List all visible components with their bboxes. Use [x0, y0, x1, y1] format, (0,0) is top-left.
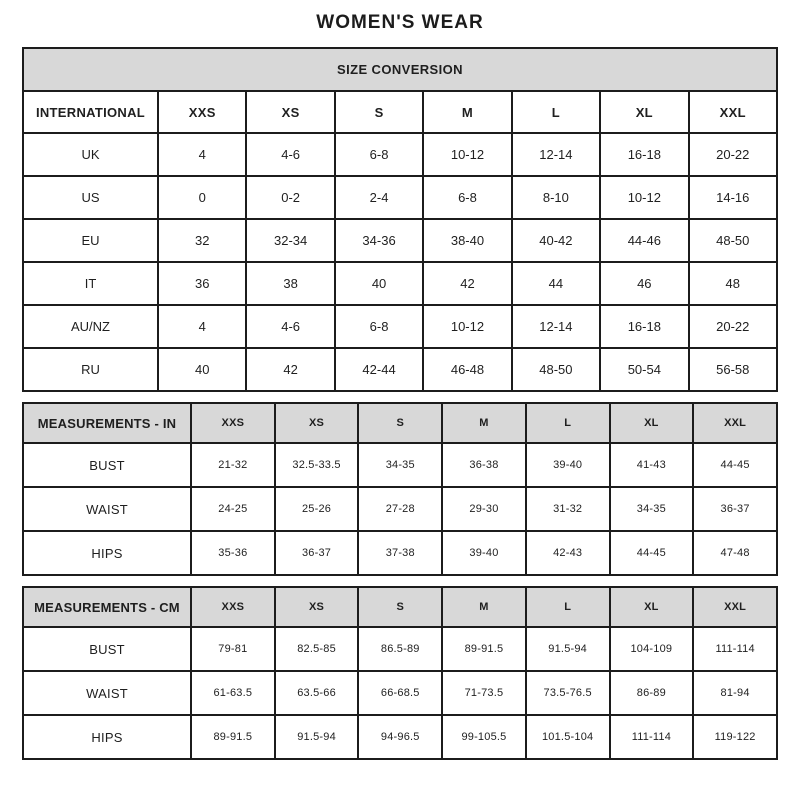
measurements-in-table — [22, 402, 778, 576]
table-cell: 89-91.5 — [191, 715, 275, 759]
column-header: XXS — [158, 91, 246, 133]
table-cell: 20-22 — [689, 305, 777, 348]
table-cell: 34-35 — [358, 443, 442, 487]
column-header: XXL — [693, 587, 777, 627]
table-cell: 27-28 — [358, 487, 442, 531]
table-cell: 50-54 — [600, 348, 688, 391]
column-header-row — [23, 91, 777, 133]
row-label: IT — [23, 262, 158, 305]
table-cell: 79-81 — [191, 627, 275, 671]
row-label: BUST — [23, 627, 191, 671]
table-cell: 32-34 — [246, 219, 334, 262]
table-row — [23, 305, 777, 348]
table-row — [23, 219, 777, 262]
table-cell: 36-37 — [693, 487, 777, 531]
table-cell: 111-114 — [610, 715, 694, 759]
table-cell: 4 — [158, 305, 246, 348]
table-cell: 82.5-85 — [275, 627, 359, 671]
column-header: INTERNATIONAL — [23, 91, 158, 133]
table-row — [23, 133, 777, 176]
table-cell: 44 — [512, 262, 600, 305]
table-cell: 21-32 — [191, 443, 275, 487]
table-cell: 38-40 — [423, 219, 511, 262]
table-row — [23, 176, 777, 219]
table-cell: 42-43 — [526, 531, 610, 575]
table-cell: 6-8 — [335, 133, 423, 176]
table-cell: 41-43 — [610, 443, 694, 487]
column-header: M — [442, 587, 526, 627]
column-header: XS — [275, 587, 359, 627]
table-cell: 10-12 — [600, 176, 688, 219]
table-cell: 119-122 — [693, 715, 777, 759]
row-label: WAIST — [23, 487, 191, 531]
table-cell: 86-89 — [610, 671, 694, 715]
column-header: XXS — [191, 587, 275, 627]
row-label: RU — [23, 348, 158, 391]
table-cell: 40-42 — [512, 219, 600, 262]
table-cell: 16-18 — [600, 133, 688, 176]
table-cell: 12-14 — [512, 305, 600, 348]
table-cell: 36-38 — [442, 443, 526, 487]
table-cell: 4 — [158, 133, 246, 176]
table-row — [23, 348, 777, 391]
table-cell: 4-6 — [246, 305, 334, 348]
table-cell: 86.5-89 — [358, 627, 442, 671]
table-cell: 73.5-76.5 — [526, 671, 610, 715]
table-cell: 14-16 — [689, 176, 777, 219]
table-row — [23, 715, 777, 759]
column-header: L — [526, 587, 610, 627]
table-cell: 4-6 — [246, 133, 334, 176]
table-cell: 89-91.5 — [442, 627, 526, 671]
table-cell: 44-46 — [600, 219, 688, 262]
table-cell: 48-50 — [512, 348, 600, 391]
table-row — [23, 443, 777, 487]
measurements-cm-table — [22, 586, 778, 760]
row-label: EU — [23, 219, 158, 262]
table-cell: 32 — [158, 219, 246, 262]
table-cell: 8-10 — [512, 176, 600, 219]
table-cell: 20-22 — [689, 133, 777, 176]
table-cell: 91.5-94 — [526, 627, 610, 671]
table-cell: 34-36 — [335, 219, 423, 262]
column-header: XL — [610, 403, 694, 443]
table-cell: 61-63.5 — [191, 671, 275, 715]
table-cell: 42 — [423, 262, 511, 305]
size-conversion-caption: SIZE CONVERSION — [23, 48, 777, 91]
table-cell: 81-94 — [693, 671, 777, 715]
table-caption-row — [23, 48, 777, 91]
row-label: US — [23, 176, 158, 219]
column-header: S — [335, 91, 423, 133]
table-cell: 0-2 — [246, 176, 334, 219]
table-cell: 42 — [246, 348, 334, 391]
table-cell: 6-8 — [423, 176, 511, 219]
column-header: M — [442, 403, 526, 443]
table-cell: 39-40 — [442, 531, 526, 575]
column-header: XL — [600, 91, 688, 133]
table-cell: 56-58 — [689, 348, 777, 391]
table-cell: 44-45 — [693, 443, 777, 487]
table-cell: 37-38 — [358, 531, 442, 575]
table-cell: 46-48 — [423, 348, 511, 391]
column-header: XXS — [191, 403, 275, 443]
table-cell: 44-45 — [610, 531, 694, 575]
column-header: M — [423, 91, 511, 133]
table-cell: 24-25 — [191, 487, 275, 531]
table-cell: 71-73.5 — [442, 671, 526, 715]
table-cell: 36 — [158, 262, 246, 305]
table-cell: 12-14 — [512, 133, 600, 176]
column-header: XL — [610, 587, 694, 627]
column-header: L — [526, 403, 610, 443]
table-cell: 29-30 — [442, 487, 526, 531]
table-cell: 40 — [158, 348, 246, 391]
table-row — [23, 487, 777, 531]
table-cell: 6-8 — [335, 305, 423, 348]
page-title: WOMEN'S WEAR — [316, 12, 484, 33]
table-cell: 101.5-104 — [526, 715, 610, 759]
table-cell: 16-18 — [600, 305, 688, 348]
table-row — [23, 627, 777, 671]
column-header: S — [358, 403, 442, 443]
table-cell: 99-105.5 — [442, 715, 526, 759]
table-cell: 0 — [158, 176, 246, 219]
table-cell: 66-68.5 — [358, 671, 442, 715]
table-cell: 111-114 — [693, 627, 777, 671]
table-row — [23, 262, 777, 305]
column-header: XS — [275, 403, 359, 443]
table-cell: 39-40 — [526, 443, 610, 487]
table-cell: 63.5-66 — [275, 671, 359, 715]
table-cell: 48-50 — [689, 219, 777, 262]
table-cell: 34-35 — [610, 487, 694, 531]
column-header: L — [512, 91, 600, 133]
table-cell: 32.5-33.5 — [275, 443, 359, 487]
table-cell: 10-12 — [423, 133, 511, 176]
column-header: MEASUREMENTS - CM — [23, 587, 191, 627]
column-header: S — [358, 587, 442, 627]
column-header: XXL — [693, 403, 777, 443]
measurements-cm-header-row — [23, 587, 777, 627]
table-cell: 36-37 — [275, 531, 359, 575]
column-header: XXL — [689, 91, 777, 133]
table-cell: 10-12 — [423, 305, 511, 348]
size-conversion-table — [22, 47, 778, 392]
row-label: HIPS — [23, 715, 191, 759]
table-cell: 31-32 — [526, 487, 610, 531]
table-cell: 35-36 — [191, 531, 275, 575]
row-label: HIPS — [23, 531, 191, 575]
table-cell: 94-96.5 — [358, 715, 442, 759]
table-cell: 25-26 — [275, 487, 359, 531]
measurements-in-header-row — [23, 403, 777, 443]
table-cell: 91.5-94 — [275, 715, 359, 759]
table-cell: 40 — [335, 262, 423, 305]
row-label: WAIST — [23, 671, 191, 715]
row-label: UK — [23, 133, 158, 176]
table-cell: 104-109 — [610, 627, 694, 671]
table-cell: 46 — [600, 262, 688, 305]
table-cell: 47-48 — [693, 531, 777, 575]
table-cell: 42-44 — [335, 348, 423, 391]
column-header: XS — [246, 91, 334, 133]
table-cell: 38 — [246, 262, 334, 305]
row-label: BUST — [23, 443, 191, 487]
table-cell: 2-4 — [335, 176, 423, 219]
table-cell: 48 — [689, 262, 777, 305]
table-row — [23, 531, 777, 575]
row-label: AU/NZ — [23, 305, 158, 348]
column-header: MEASUREMENTS - IN — [23, 403, 191, 443]
table-row — [23, 671, 777, 715]
